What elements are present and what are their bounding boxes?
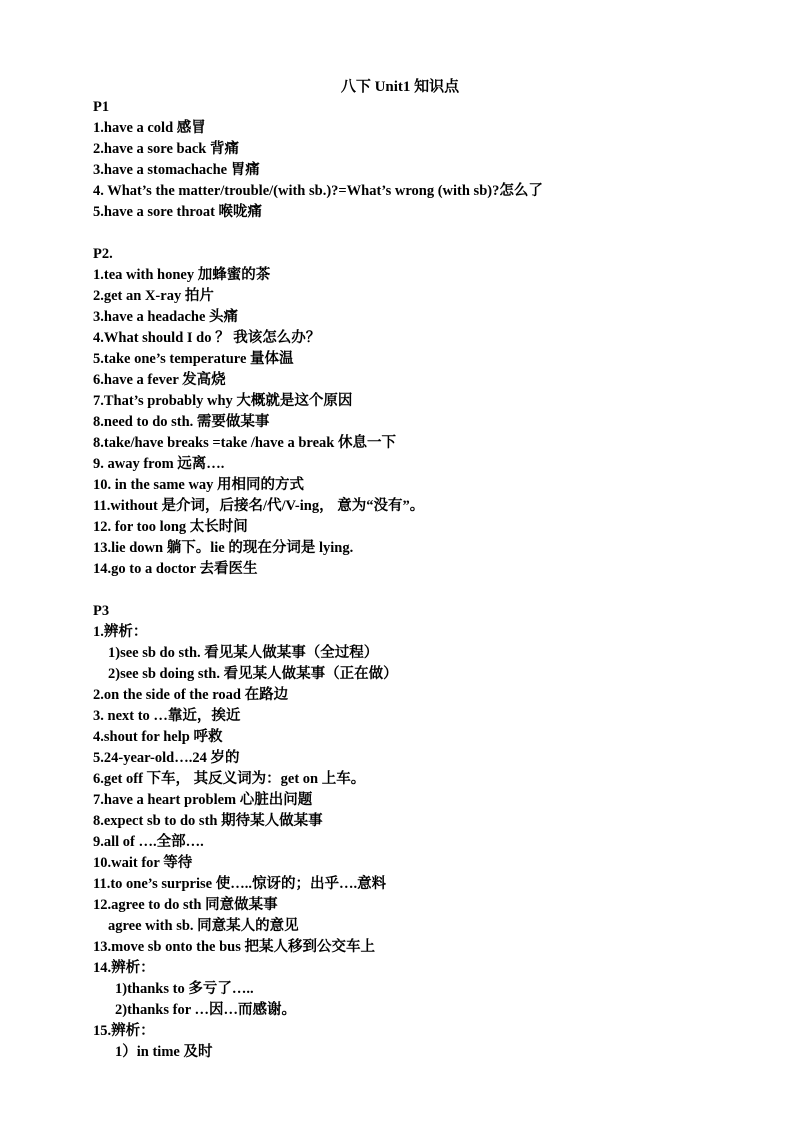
note-line: 8.need to do sth. 需要做某事 — [93, 414, 270, 430]
note-line: 13.lie down 躺下。lie 的现在分词是 lying. — [93, 540, 354, 556]
blank-line — [93, 223, 783, 244]
note-line: 13.move sb onto the bus 把某人移到公交车上 — [93, 939, 375, 955]
note-line: 1.have a cold 感冒 — [93, 120, 206, 136]
note-line: 12.agree to do sth 同意做某事 — [93, 897, 278, 913]
blank-line — [93, 580, 783, 601]
note-line: 4.What should I do ？ 我该怎么办？ — [93, 330, 321, 346]
note-line: 2)see sb doing sth. 看见某人做某事（正在做） — [108, 666, 398, 682]
note-line: 9.all of ….全部…. — [93, 834, 204, 850]
note-line: 7.That’s probably why 大概就是这个原因 — [93, 393, 353, 409]
note-line: 6.have a fever 发高烧 — [93, 372, 226, 388]
note-line: 6.get off 下车， 其反义词为：get on 上车。 — [93, 771, 366, 787]
note-line: 11.to one’s surprise 使…..惊讶的；出乎….意料 — [93, 876, 387, 892]
note-line: 9. away from 远离…. — [93, 456, 225, 472]
note-line: 4. What’s the matter/trouble/(with sb.)?=What’s wrong (with sb)?怎么了 — [93, 183, 543, 199]
note-line: 8.take/have breaks =take /have a break 休息一下 — [93, 435, 396, 451]
note-line: 3. next to …靠近，挨近 — [93, 708, 241, 724]
note-line: 2)thanks for …因…而感谢。 — [115, 1002, 296, 1018]
note-line: 1.辨析： — [93, 624, 148, 640]
section-heading: P1 — [93, 99, 110, 115]
note-line: agree with sb. 同意某人的意见 — [108, 918, 299, 934]
note-line: 3.have a headache 头痛 — [93, 309, 238, 325]
note-line: 5.take one’s temperature 量体温 — [93, 351, 294, 367]
note-line: 8.expect sb to do sth 期待某人做某事 — [93, 813, 323, 829]
note-line: 2.have a sore back 背痛 — [93, 141, 239, 157]
note-line: 2.get an X-ray 拍片 — [93, 288, 214, 304]
note-line: 15.辨析： — [93, 1023, 155, 1039]
note-line: 1）in time 及时 — [115, 1044, 213, 1060]
note-line: 1)thanks to 多亏了….. — [115, 981, 254, 997]
note-line: 10.wait for 等待 — [93, 855, 193, 871]
note-line: 11.without 是介词，后接名/代/V-ing， 意为“没有”。 — [93, 498, 425, 514]
note-line: 5.24-year-old….24 岁的 — [93, 750, 240, 766]
note-line: 1)see sb do sth. 看见某人做某事（全过程） — [108, 645, 379, 661]
section-heading: P2. — [93, 246, 113, 262]
note-line: 7.have a heart problem 心脏出问题 — [93, 792, 313, 808]
note-line: 14.辨析： — [93, 960, 155, 976]
note-line: 14.go to a doctor 去看医生 — [93, 561, 258, 577]
note-line: 5.have a sore throat 喉咙痛 — [93, 204, 263, 220]
page-title: 八下 Unit1 知识点 — [340, 79, 460, 95]
note-line: 2.on the side of the road 在路边 — [93, 687, 289, 703]
section-heading: P3 — [93, 603, 110, 619]
note-line: 10. in the same way 用相同的方式 — [93, 477, 305, 493]
note-line: 12. for too long 太长时间 — [93, 519, 248, 535]
note-line: 4.shout for help 呼救 — [93, 729, 223, 745]
note-line: 3.have a stomachache 胃痛 — [93, 162, 260, 178]
notes-body — [93, 97, 783, 1063]
note-line: 1.tea with honey 加蜂蜜的茶 — [93, 267, 271, 283]
